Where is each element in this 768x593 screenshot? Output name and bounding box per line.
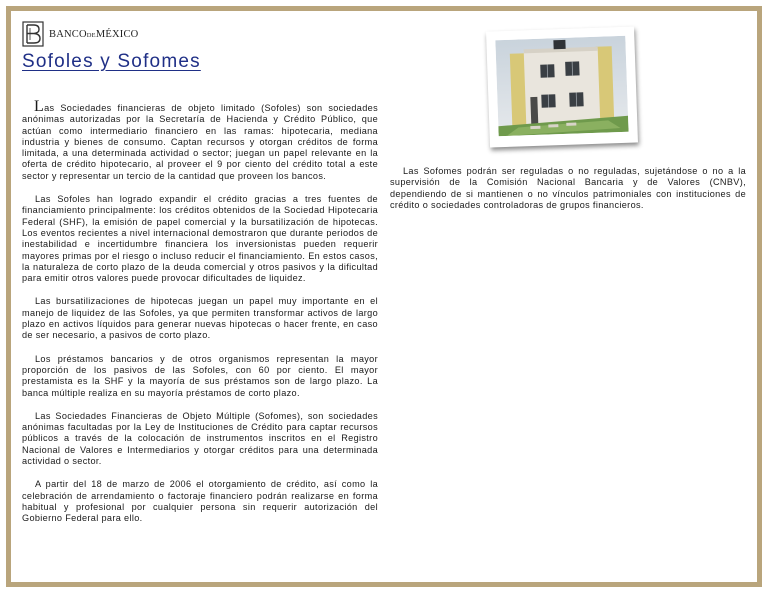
house-photo bbox=[486, 26, 638, 147]
logo-text: BANCODEMÉXICO bbox=[49, 28, 139, 40]
left-column bbox=[22, 98, 378, 537]
drop-cap: L bbox=[34, 98, 45, 115]
paragraph-3: Las bursatilizaciones de hipotecas juegan un papel muy importante en el manejo de liquidez de las Sofoles, ya que permiten transformar activos de largo plazo en activos líquidos para generar nuevas hipotecas o hacer frente, en caso de ser necesario, a pasivos de corto plazo. bbox=[22, 296, 378, 341]
paragraph-6: A partir del 18 de marzo de 2006 el otorgamiento de crédito, así como la celebración de arrendamiento o factoraje financiero podrán realizarse en forma habitual y profesional por cualquier persona sin requerir autorización del Gobierno Federal para ello. bbox=[22, 479, 378, 524]
page-title: Sofoles y Sofomes bbox=[22, 51, 201, 72]
paragraph-2: Las Sofoles han logrado expandir el crédito gracias a tres fuentes de financiamiento principalmente: los créditos obtenidos de la Sociedad Hipotecaria Federal (SHF), la emisión de papel comercial y la bursatilización de hipotecas. Los eventos recientes a nivel internacional demostraron que durante periodos de inestabilidad e incertidumbre financiera los inversionistas pueden requerir mayores primas por el riesgo o incluso reducir el financiamiento. En estos casos, la naturaleza de corto plazo de la deuda comercial y otros pasivos y la dificultad para emitir otros valores puede provocar dificultades de liquidez. bbox=[22, 194, 378, 284]
paragraph-5: Las Sociedades Financieras de Objeto Múltiple (Sofomes), son sociedades anónimas facultadas por la Ley de Instituciones de Crédito para captar recursos públicos a través de la colocación de instrumentos inscritos en el Registro Nacional de Valores e Intermediarios y otorgar créditos para una determinada actividad o sector. bbox=[22, 410, 378, 467]
banco-de-mexico-logo bbox=[22, 20, 138, 48]
paragraph-1: Las Sociedades financieras de objeto limitado (Sofoles) son sociedades anónimas autorizadas por la Secretaría de Hacienda y Crédito Público, que actúan como intermediario financiero en las ramas: hipotecaria, mediana industria y bienes de consumo. Captan recursos y otorgan créditos de forma limitada, a una determinada actividad o sector; juegan un papel relevante en la oferta de crédito hipotecario, al proveer el 9 por ciento del crédito total a este sector y representar un tercio de la cantidad que proveen los bancos. bbox=[22, 98, 378, 181]
right-column bbox=[390, 166, 746, 223]
paragraph-4: Los préstamos bancarios y de otros organismos representan la mayor proporción de los pasivos de las Sofoles, con 60 por ciento. El mayor prestamista es la SHF y la mayoría de sus préstamos son de largo plazo. La banca múltiple realiza en su mayoría préstamos de corto plazo. bbox=[22, 353, 378, 398]
paragraph-7: Las Sofomes podrán ser reguladas o no reguladas, sujetándose o no a la supervisión de la Comisión Nacional Bancaria y de Valores (CNBV), dependiendo de si mantienen o no vínculos patrimoniales con instituciones de crédito o sociedades controladoras de grupos financieros. bbox=[390, 166, 746, 210]
house-photo-image bbox=[495, 36, 628, 136]
banco-de-mexico-logo-icon bbox=[22, 21, 44, 47]
